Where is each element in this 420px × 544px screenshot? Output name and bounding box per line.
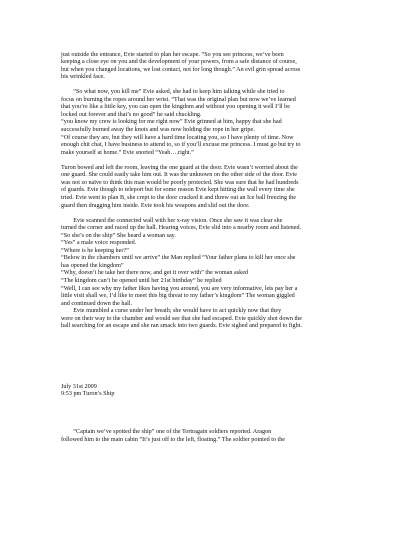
text-line: locked out forever and that’s no good” he said chuckling. bbox=[61, 111, 202, 118]
text-line: his wrinkled face. bbox=[61, 74, 105, 81]
text-line: “Yes” a male voice responded. bbox=[61, 240, 137, 247]
text-line: July 31st 2009 bbox=[61, 383, 97, 390]
text-line: just outside the entrance, Evie started to plan her escape. “So you see princess, we’ve been bbox=[61, 51, 284, 58]
text-line: were on their way to the chamber and would see that she had escaped. Evie quickly shot down the bbox=[61, 315, 302, 322]
text-line: turned the corner and raced up the hall. Hearing voices, Evie slid into a nearby room and listened. bbox=[61, 225, 302, 232]
text-line: guard then dragging him inside. Evie took his weapons and slid out the door. bbox=[61, 202, 250, 209]
text-line: make yourself at home.” Evie snorted “Yeah….right.” bbox=[61, 149, 194, 156]
text-line: Evie scanned the connected wall with her x-ray vision. Once she saw it was clear she bbox=[61, 217, 283, 224]
text-line: and continued down the hall. bbox=[61, 300, 133, 307]
text-line: successfully burned away the knots and was now holding the rope in her gripe. bbox=[61, 127, 255, 133]
text-line: little visit shall we, I’d like to meet this big threat to my father’s kingdom” The woman giggled bbox=[61, 293, 295, 300]
text-line: one guard. She could easily take him out. It was the unknown on the other side of the door. Evie bbox=[61, 172, 298, 179]
text-line: enough chit chat, I have business to attend to, so if you’ll excuse me princess. I must go but try to bbox=[61, 142, 301, 149]
text-line: “Well, I can see why my father likes having you around, you are very informative, lets pay her a bbox=[61, 285, 298, 292]
text-line: was not so naïve to think this man would be poorly protected. She was sure that he had hundreds bbox=[61, 179, 299, 186]
text-line: has opened the kingdom” bbox=[61, 262, 124, 269]
text-line: “Where is he keeping her?” bbox=[61, 247, 129, 254]
text-line: keeping a close eye on you and the development of your powers, from a safe distance of course, bbox=[61, 59, 297, 66]
text-line: Turon bowed and left the room, leaving the one guard at the door. Evie wasn’t worried about the bbox=[61, 164, 298, 171]
text-line: “Of course they are, but they will have a hard time locating you, so I have plenty of time. Now bbox=[61, 134, 294, 141]
text-line: Evie mumbled a curse under her breath; she would have to act quickly now that they bbox=[61, 308, 282, 315]
text-line: that you’re like a little key, you can open the kingdom and without you opening it well I’ll be bbox=[61, 104, 290, 111]
text-line: 9:53 pm Turon’s Ship bbox=[61, 391, 115, 398]
text-line: “you know my crew is looking for me right now” Evie grinned at him, happy that she had bbox=[61, 119, 282, 126]
text-line: tried. Evie went to plan B, she crept to the door cracked it and threw out an Ice ball freezing the bbox=[61, 194, 296, 201]
text-line: “Below in the chambers until we arrive” the Man replied “Your father plans to kill her once she bbox=[61, 255, 296, 262]
text-line: hall searching for an escape and she ran smack into two guards. Evie sighed and prepared to fight. bbox=[61, 323, 302, 330]
text-line: “So she’s on the ship” She heard a woman say. bbox=[61, 232, 176, 239]
text-line: “Captain we’ve spotted the ship” one of the Tortragain soldiers reported. Aragon bbox=[61, 429, 272, 435]
text-line: “The kingdom can’t be opened until her 21st birthday” he replied bbox=[61, 278, 222, 284]
text-line: focus on burning the ropes around her wrist. “That was the original plan but now we’ve learned bbox=[61, 96, 296, 103]
text-line: followed him to the main cabin “It’s just off to the left, floating.” The soldier pointed to the bbox=[61, 436, 286, 443]
text-line: of guards. Evie though to teleport but for some reason Evie kept hitting the wall every time she bbox=[61, 187, 295, 194]
text-line: “Why, doesn’t he take her there now, and get it over with” the woman asked bbox=[61, 270, 248, 277]
text-line: “So what now, you kill me” Evie asked, she had to keep him talking while she tried to bbox=[61, 89, 285, 96]
text-line: but when you changed locations, we lost contact, not for long though.” An evil grin spread across bbox=[61, 66, 301, 73]
